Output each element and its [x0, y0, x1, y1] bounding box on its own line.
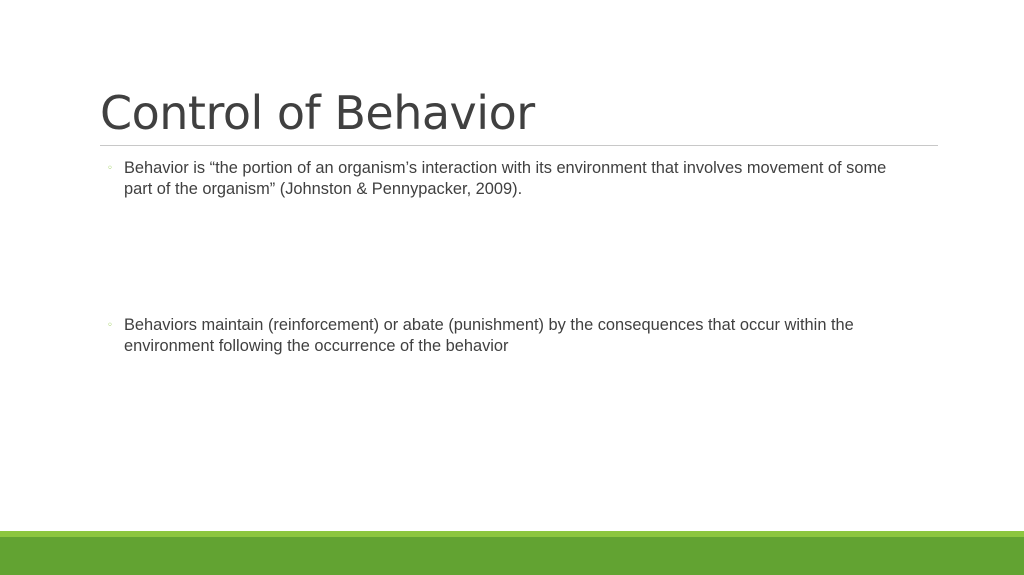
bullet-text: Behavior is “the portion of an organism’s interaction with its environment that involves movement of some part of the organism” (Johnston & Pennypacker, 2009).	[124, 159, 887, 198]
footer-band	[0, 537, 1024, 575]
title-divider	[100, 145, 938, 146]
bullet-item	[107, 315, 917, 357]
bullet-marker-icon: ◦	[107, 163, 113, 174]
slide-title: Control of Behavior	[100, 86, 535, 140]
bullet-text: Behaviors maintain (reinforcement) or abate (punishment) by the consequences that occur within the environment following the occurrence of the behavior	[124, 316, 854, 355]
bullet-marker-icon: ◦	[107, 320, 113, 331]
bullet-item	[107, 158, 917, 200]
